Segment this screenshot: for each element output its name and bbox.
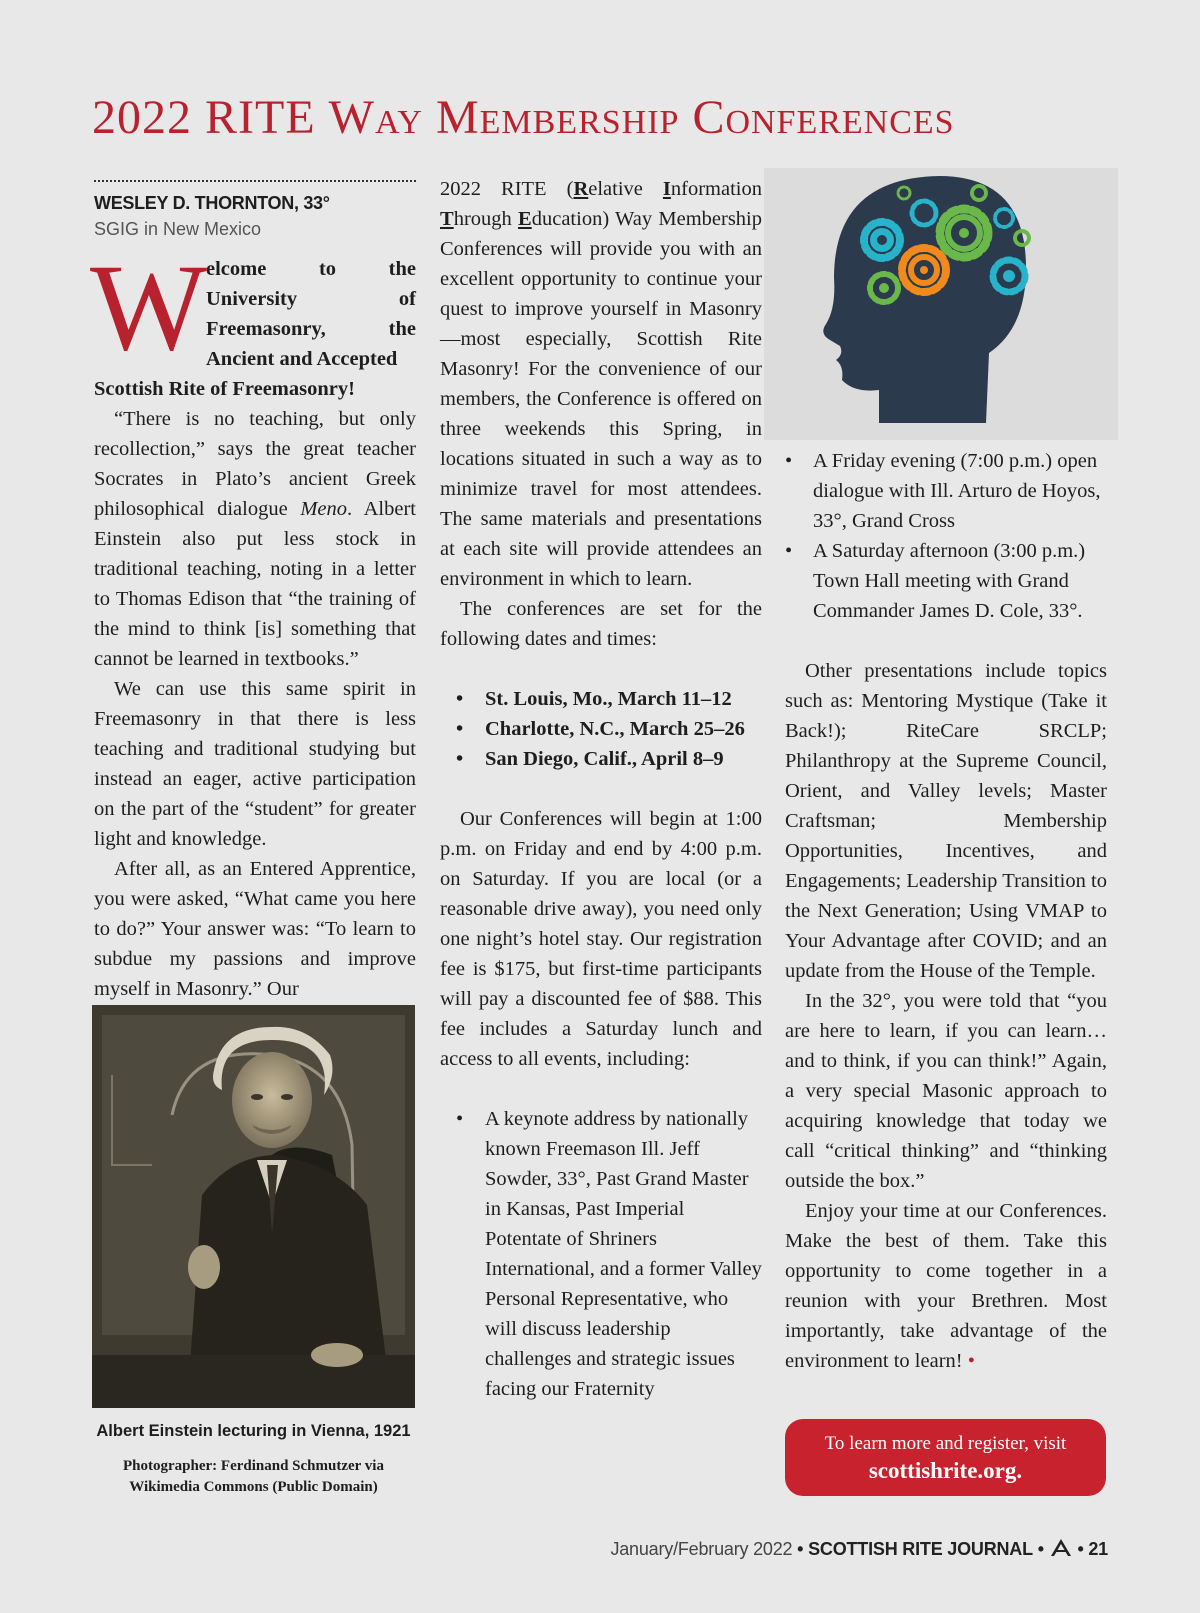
column-2: [440, 174, 762, 1404]
paragraph-presentations: Other presentations include topics such as: Mentoring Mystique (Take it Back!); RiteCare SRCLP; Philanthropy at the Supreme Council, Orient, and Valley levels; Master Craftsman; Membership Opportunities, Incentives, and Engagements; Leadership Transition to the Next Generation; Using VMAP to Your Advantage after COVID; and an update from the House of the Temple.: [785, 660, 1107, 982]
author-name: WESLEY D. THORNTON, 33°: [94, 193, 330, 213]
paragraph-text: . Albert Einstein also put less stock in traditional teaching, noting in a letter to Thomas Edison that “the training of the mind to think [is] something that cannot be learned in textbooks.”: [94, 498, 416, 670]
separator: •: [1077, 1539, 1084, 1559]
paragraph-socrates: [94, 404, 416, 674]
photo-caption: Albert Einstein lecturing in Vienna, 1921: [96, 1422, 411, 1440]
intro-block: [90, 239, 416, 376]
acronym-letter: I: [662, 178, 671, 200]
title-year: 2022: [92, 91, 192, 144]
intro-text-last: Scottish Rite of Freemasonry!: [94, 378, 355, 400]
separator: •: [797, 1539, 804, 1559]
photo-credit: [92, 1456, 415, 1498]
separator: •: [1037, 1539, 1044, 1559]
einstein-photo: [92, 1005, 415, 1408]
paragraph-text: ) Way Membership Conferences will provide you with an excellent opportunity to continue your quest to improve yourself in Masonry—most especially, Scottish Rite Masonry! For the convenience of our members, the Conference is offered on three weekends this Spring, in locations situated in such a way as to minimize travel for most attendees. The same materials and presentations at each site will provide attendees an environment in which to learn.: [440, 208, 763, 590]
acronym-letter: E: [518, 208, 532, 230]
meno-title: Meno: [300, 498, 347, 520]
einstein-photo-illustration: [92, 1005, 415, 1408]
conference-dates-list: [440, 684, 762, 774]
brain-gears-icon: [764, 168, 1118, 440]
paragraph-closing: [785, 1196, 1107, 1376]
journal-name: SCOTTISH RITE JOURNAL: [808, 1539, 1033, 1559]
paragraph-text: “There is no teaching, but only recollection,” says the great teacher Socrates in Plato’s ancient Greek philosophical dialogue: [94, 408, 416, 520]
events-list-1: [440, 1104, 762, 1404]
title-way: Way: [328, 91, 423, 144]
paragraph-text: 2022 RITE (: [440, 178, 574, 200]
title-membership: Membership: [435, 91, 680, 144]
title-conferences: Conferences: [692, 91, 955, 144]
cta-text: To learn more and register, visit: [824, 1433, 1067, 1454]
acronym-letter: T: [440, 208, 454, 230]
byline-rule: [94, 180, 416, 182]
title-rite: RITE: [205, 91, 316, 144]
acronym-word: nformation: [670, 178, 762, 200]
register-cta-banner[interactable]: [785, 1419, 1106, 1496]
cta-link[interactable]: scottishrite.org.: [868, 1458, 1023, 1483]
double-eagle-emblem-icon: [1049, 1538, 1073, 1563]
paragraph-dates-intro: The conferences are set for the following dates and times:: [440, 598, 762, 650]
acronym-word: ducation: [531, 208, 603, 230]
list-item: • A keynote address by nationally known Freemason Ill. Jeff Sowder, 33°, Past Grand Master in Kansas, Past Imperial Potentate of Shriners International, and a former Valley Personal Representative, who will discuss leadership challenges and strategic issues facing our Fraternity: [440, 1104, 762, 1404]
list-item: • St. Louis, Mo., March 11–12: [440, 684, 762, 714]
acronym-word: hrough: [453, 208, 519, 230]
issue-date: January/February 2022: [610, 1539, 793, 1559]
page-number: 21: [1088, 1539, 1108, 1559]
brain-gears-illustration: [764, 168, 1118, 440]
list-item: • Charlotte, N.C., March 25–26: [440, 714, 762, 744]
end-mark-icon: •: [967, 1350, 975, 1372]
acronym-letter: R: [573, 178, 589, 200]
paragraph-text: Enjoy your time at our Conferences. Make the best of them. Take this opportunity to come together in a reunion with your Brethren. Most importantly, take advantage of the environment to learn!: [785, 1200, 1107, 1372]
paragraph-rite-intro: [440, 174, 762, 594]
author-affiliation: SGIG in New Mexico: [94, 219, 262, 239]
drop-cap: W: [90, 239, 208, 376]
events-list-2: [765, 446, 1107, 626]
list-item: • San Diego, Calif., April 8–9: [440, 744, 762, 774]
list-item: • A Saturday afternoon (3:00 p.m.) Town Hall meeting with Grand Commander James D. Cole, 33°.: [765, 536, 1107, 626]
paragraph-spirit: We can use this same spirit in Freemasonry in that there is less teaching and traditional studying but instead an eager, active participation on the part of the “student” for greater light and knowledge.: [94, 678, 416, 850]
list-item: • A Friday evening (7:00 p.m.) open dialogue with Ill. Arturo de Hoyos, 33°, Grand Cross: [765, 446, 1107, 536]
article-title: [92, 92, 1112, 145]
column-1: [90, 180, 416, 1004]
column-3: [785, 446, 1107, 1376]
photo-credit-line: Photographer: Ferdinand Schmutzer via: [123, 1458, 384, 1474]
paragraph-schedule: Our Conferences will begin at 1:00 p.m. on Friday and end by 4:00 p.m. on Saturday. If you are local (or a reasonable drive away), you need only one night’s hotel stay. Our registration fee is $175, but first-time participants will pay a discounted fee of $88. This fee includes a Saturday lunch and access to all events, including:: [440, 808, 762, 1070]
acronym-word: elative: [588, 178, 663, 200]
page-footer: [610, 1538, 1108, 1563]
paragraph-apprentice: After all, as an Entered Apprentice, you were asked, “What came you here to do?” Your answer was: “To learn to subdue my passions and improve myself in Masonry.” Our: [94, 858, 416, 1000]
intro-text: elcome to the University of Freemasonry, the Ancient and Accepted: [206, 258, 416, 370]
paragraph-32nd-degree: In the 32°, you were told that “you are here to learn, if you can learn… and to think, if you can think!” Again, a very special Masonic approach to acquiring knowledge that today we call “critical thinking” and “thinking outside the box.”: [785, 990, 1107, 1192]
photo-credit-line: Wikimedia Commons (Public Domain): [129, 1479, 378, 1495]
